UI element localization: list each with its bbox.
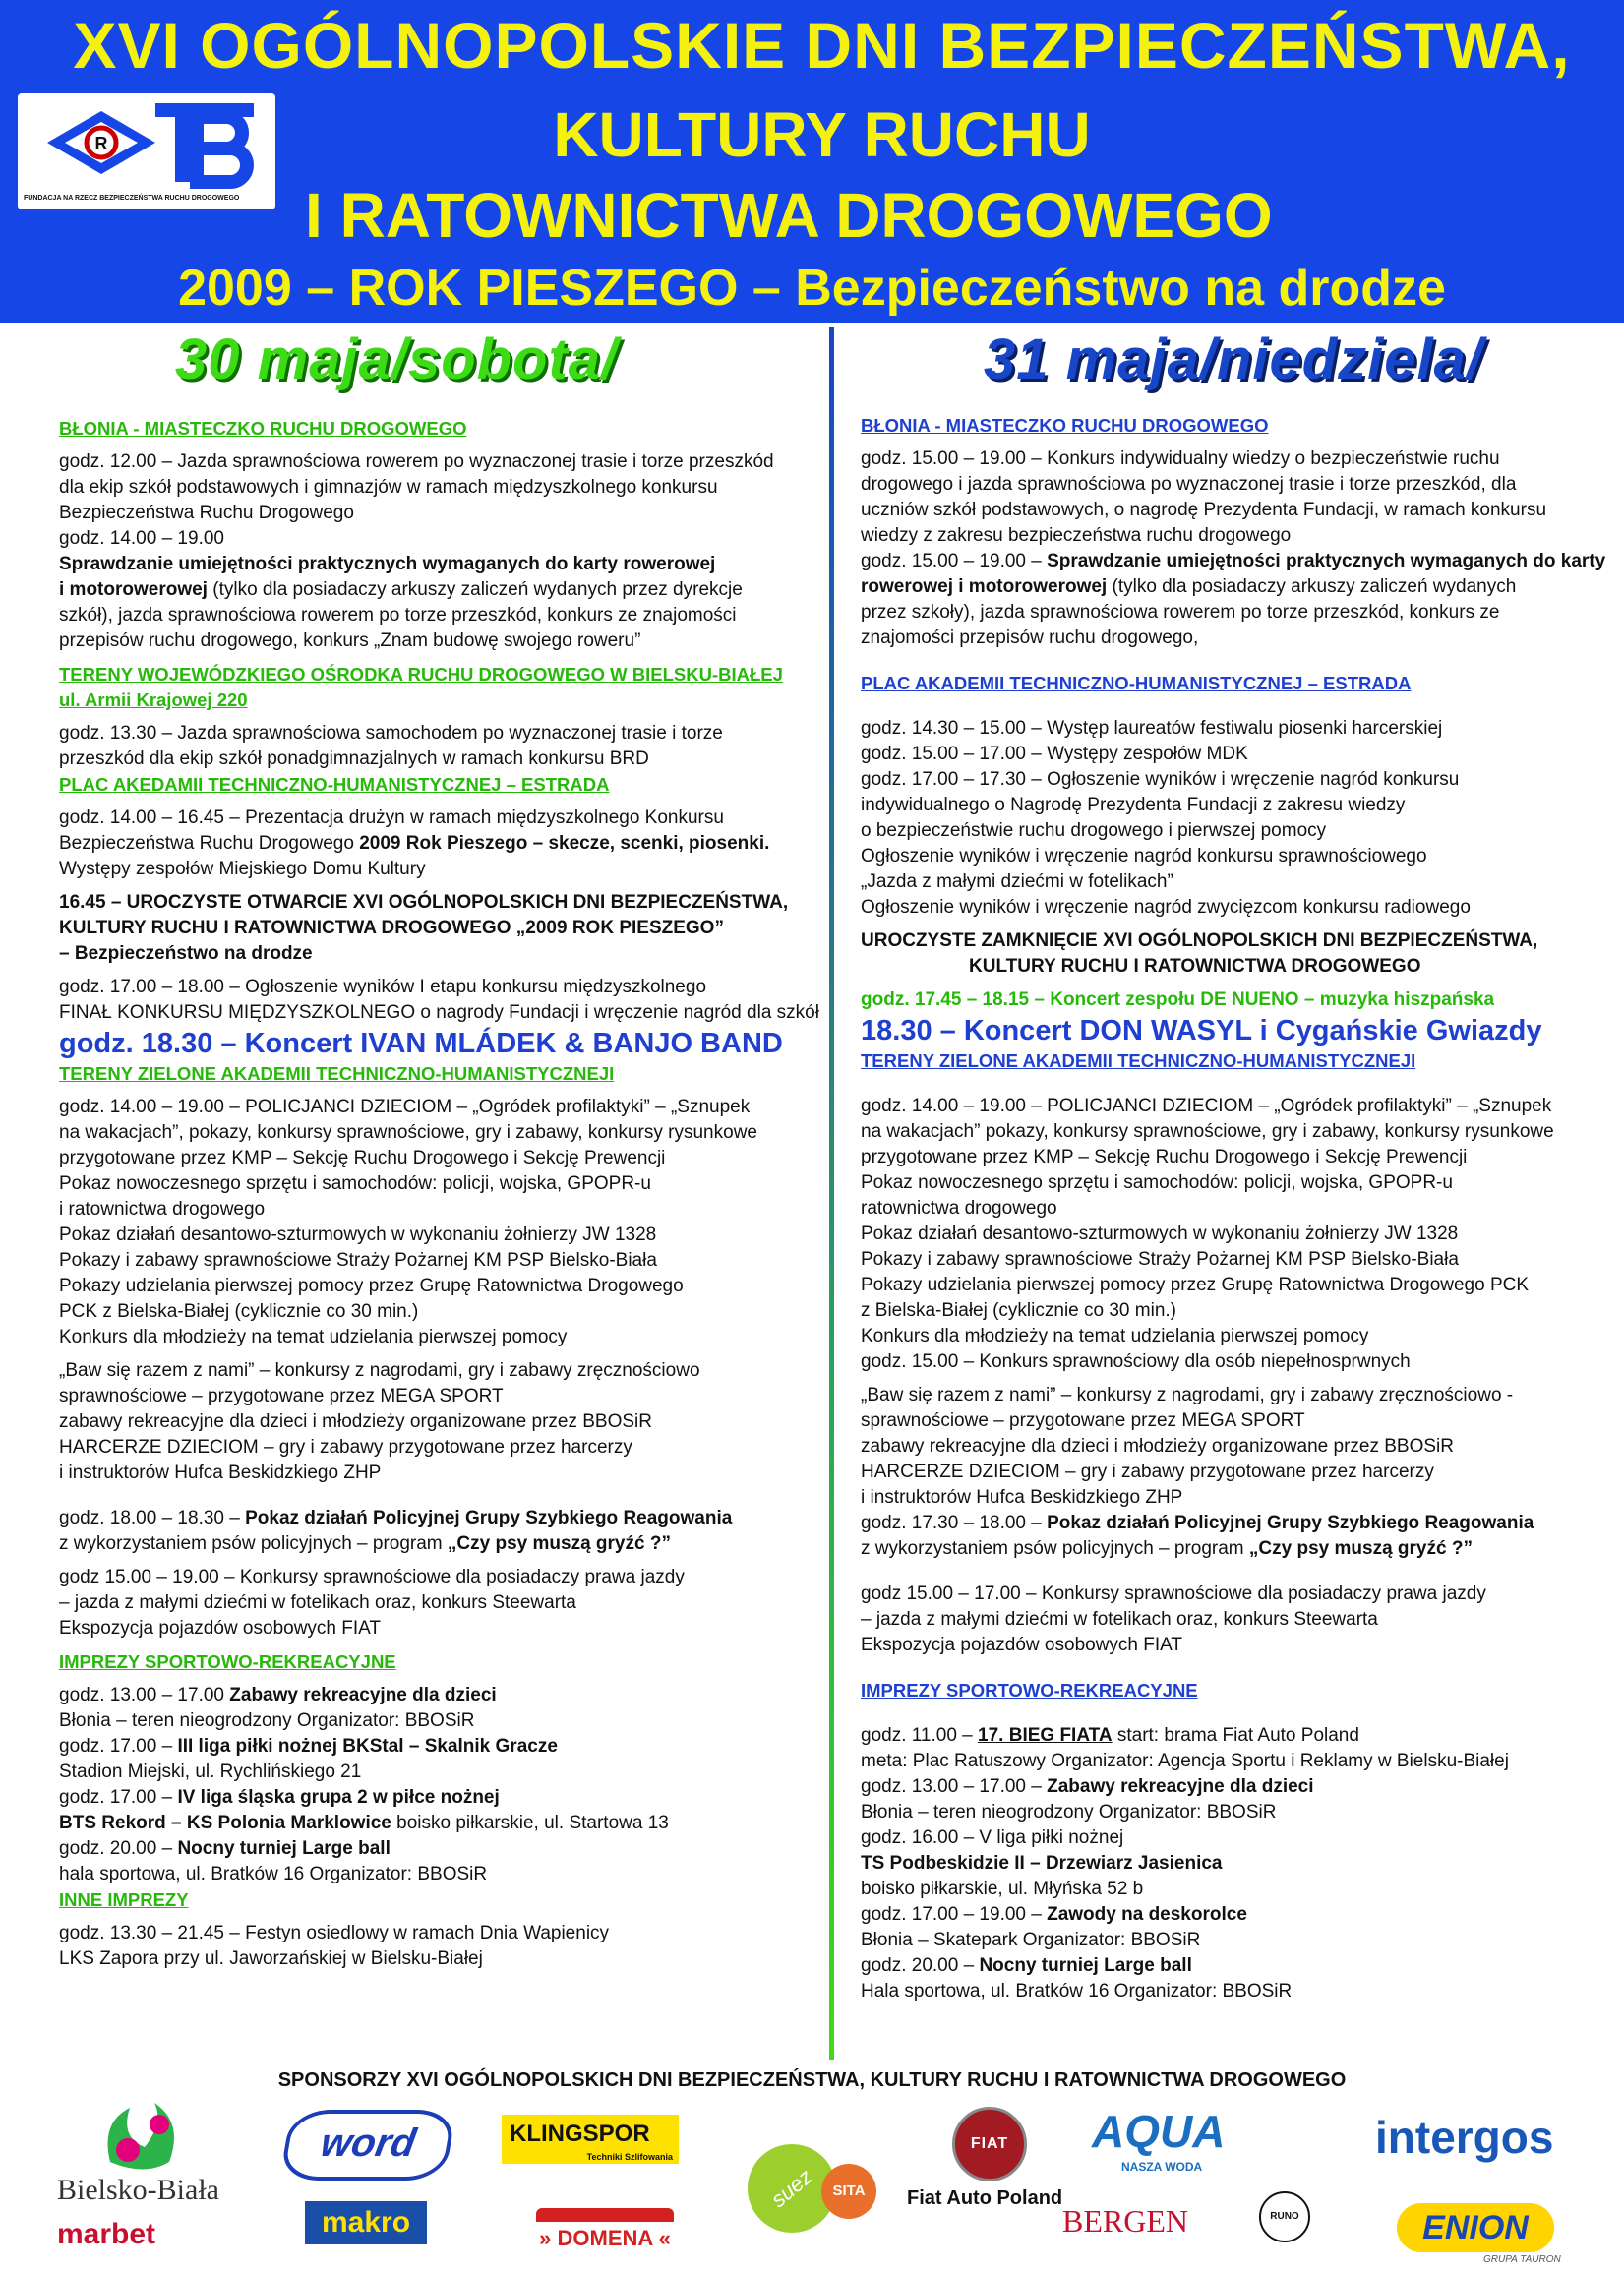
bold-text: Sprawdzanie umiejętności praktycznych wymaganych do karty [1047,551,1606,571]
fiat-name: Fiat Auto Poland [907,2187,1063,2209]
text: start: brama Fiat Auto Poland [1112,1725,1359,1746]
program-line [861,574,1608,600]
runo-text: RUNO [1270,2211,1299,2222]
section-title: IMPREZY SPORTOWO-REKREACYJNE [861,1680,1198,1701]
sponsors-title: SPONSORZY XVI OGÓLNOPOLSKICH DNI BEZPIECZEŃSTWA, KULTURY RUCHU I RATOWNICTWA DROGOWEGO [277,2069,1347,2091]
concert-highlight: 18.30 – Koncert DON WASYL i Cygańskie Gwiazdy [861,1015,1542,1046]
closing-line: KULTURY RUCHU I RATOWNICTWA DROGOWEGO [969,956,1421,977]
program-line: indywidualnego o Nagrodę Prezydenta Fundacji z zakresu wiedzy [861,795,1406,815]
section-title: TERENY ZIELONE AKADEMII TECHNICZNO-HUMANISTYCZNEJI [59,1063,615,1084]
program-line: „Baw się razem z nami” – konkursy z nagrodami, gry i zabawy zręcznościowo - [861,1385,1514,1405]
program-line: uczniów szkół podstawowych, o nagrodę Prezydenta Fundacji, w ramach konkursu [861,500,1547,520]
klingspor-sub: Techniki Szlifowania [586,2152,673,2162]
program-line [861,1953,1608,1979]
program-line: FINAŁ KONKURSU MIĘDZYSZKOLNEGO o nagrody Fundacji i wręczenie nagród dla szkół [59,1002,819,1023]
program-line: Pokaz działań desantowo-szturmowych w wykonaniu żołnierzy JW 1328 [59,1225,657,1245]
program-line: godz 15.00 – 17.00 – Konkursy sprawnościowe dla posiadaczy prawa jazdy [861,1584,1486,1604]
concert-line: godz. 17.45 – 18.15 – Koncert zespołu DE NUENO – muzyka hiszpańska [861,989,1495,1010]
sita-text: SITA [832,2182,866,2199]
program-line: Ekspozycja pojazdów osobowych FIAT [861,1635,1183,1655]
title-line-3: I RATOWNICTWA DROGOWEGO [305,180,1273,251]
program-line: drogowego i jazda sprawnościowa po wyznaczonej trasie i torze przeszkód, dla [861,474,1517,495]
program-line: i instruktorów Hufca Beskidzkiego ZHP [861,1487,1183,1508]
text: (tylko dla posiadaczy arkuszy zaliczeń wydanych [1107,576,1517,597]
program-line: przepisów ruchu drogowego, konkurs „Znam budowę swojego roweru” [59,630,641,651]
opening-line: KULTURY RUCHU I RATOWNICTWA DROGOWEGO „2009 ROK PIESZEGO” [59,918,724,938]
program-line: Występy zespołów Miejskiego Domu Kultury [59,859,426,879]
program-line: „Jazda z małymi dziećmi w fotelikach” [861,871,1173,892]
bold-text: 2009 Rok Pieszego – skecze, scenki, piosenki. [359,833,770,854]
program-line: TS Podbeskidzie II – Drzewiarz Jasienica [861,1853,1223,1874]
program-line: HARCERZE DZIECIOM – gry i zabawy przygotowane przez harcerzy [861,1462,1434,1482]
section-title: TERENY ZIELONE AKADEMII TECHNICZNO-HUMANISTYCZNEJI [861,1050,1416,1071]
marbet-logo: marbet [57,2218,156,2250]
bold-text: „Czy psy muszą gryźć ?” [447,1533,671,1554]
text: godz. 13.00 – 17.00 – [861,1776,1048,1797]
program-line: godz. 13.30 – Jazda sprawnościowa samochodem po wyznaczonej trasie i torze [59,723,723,744]
program-line [59,1531,826,1557]
program-line: zabawy rekreacyjne dla dzieci i młodzieży organizowane przez BBOSiR [59,1411,652,1432]
text: godz. 13.00 – 17.00 [59,1685,230,1705]
program-line: godz. 15.00 – 17.00 – Występy zespołów MDK [861,744,1248,764]
program-line: zabawy rekreacyjne dla dzieci i młodzieży organizowane przez BBOSiR [861,1436,1454,1457]
program-line: z Bielska-Białej (cyklicznie co 30 min.) [861,1300,1176,1321]
section-title: BŁONIA - MIASTECZKO RUCHU DROGOWEGO [861,415,1269,436]
program-line: dla ekip szkół podstawowych i gimnazjów w ramach międzyszkolnego konkursu [59,477,718,498]
program-line: godz. 14.00 – 16.45 – Prezentacja drużyn w ramach międzyszkolnego Konkursu [59,807,724,828]
program-line [59,1811,826,1836]
program-line: hala sportowa, ul. Bratków 16 Organizator: BBOSiR [59,1864,488,1884]
section-title: PLAC AKADEMII TECHNICZNO-HUMANISTYCZNEJ – ESTRADA [861,673,1412,693]
text: godz. 18.00 – 18.30 – [59,1508,246,1528]
program-line [59,1683,826,1708]
text: godz. 20.00 – [861,1955,980,1976]
program-line: Stadion Miejski, ul. Rychlińskiego 21 [59,1762,362,1782]
program-line [861,1902,1608,1928]
makro-text: makro [321,2206,411,2239]
title-line-1: XVI OGÓLNOPOLSKIE DNI BEZPIECZEŃSTWA, [73,9,1571,82]
program-line: Konkurs dla młodzieży na temat udzielania pierwszej pomocy [861,1326,1369,1346]
program-line: ratownictwa drogowego [861,1198,1057,1219]
program-line: i instruktorów Hufca Beskidzkiego ZHP [59,1463,382,1483]
program-line: Pokazy udzielania pierwszej pomocy przez Grupę Ratownictwa Drogowego [59,1276,684,1296]
text: godz. 17.00 – [59,1736,178,1757]
bold-text: III liga piłki nożnej BKStal – Skalnik Gracze [177,1736,558,1757]
bielsko-biala-text: Bielsko-Biała [57,2174,219,2206]
domena-text: » DOMENA « [539,2226,671,2250]
program-line [59,1785,826,1811]
aqua-logo: AQUA [1092,2106,1226,2157]
program-line: godz. 13.30 – 21.45 – Festyn osiedlowy w ramach Dnia Wapienicy [59,1923,610,1943]
subtitle: 2009 – ROK PIESZEGO – Bezpieczeństwo na drodze [178,260,1446,317]
column-divider [829,327,834,2060]
klingspor-logo [502,2115,679,2164]
program-line: godz 15.00 – 19.00 – Konkursy sprawnościowe dla posiadaczy prawa jazdy [59,1567,685,1587]
text: boisko piłkarskie, ul. Startowa 13 [391,1813,669,1833]
text: Bezpieczeństwa Ruchu Drogowego [59,833,360,854]
program-line: Hala sportowa, ul. Bratków 16 Organizator: BBOSiR [861,1981,1293,2002]
section-title: TERENY WOJEWÓDZKIEGO OŚRODKA RUCHU DROGOWEGO W BIELSKU-BIAŁEJ [59,664,783,685]
program-line: Ogłoszenie wyników i wręczenie nagród konkursu sprawnościowego [861,846,1427,867]
bielsko-biala-emblem-icon [90,2093,199,2181]
sunday-program [861,413,1608,2004]
bold-text: Nocny turniej Large ball [177,1838,391,1859]
program-line [59,1734,826,1760]
bold-text: Nocny turniej Large ball [979,1955,1192,1976]
text: godz. 17.30 – 18.00 – [861,1513,1048,1533]
makro-logo [305,2201,427,2244]
bold-text: Zawody na deskorolce [1047,1904,1247,1925]
program-line: godz. 14.30 – 15.00 – Występ laureatów festiwalu piosenki harcerskiej [861,718,1443,739]
word-logo [279,2110,457,2181]
program-line: przeszkód dla ekip szkół ponadgimnazjalnych w ramach konkursu BRD [59,748,649,769]
concert-highlight: godz. 18.30 – Koncert IVAN MLÁDEK & BANJO BAND [59,1028,783,1059]
program-line [59,1836,826,1862]
text: z wykorzystaniem psów policyjnych – program [59,1533,448,1554]
title-line-2: KULTURY RUCHU [553,99,1091,170]
program-line: Sprawdzanie umiejętności praktycznych wymaganych do karty rowerowej [59,554,716,574]
opening-line: 16.45 – UROCZYSTE OTWARCIE XVI OGÓLNOPOLSKICH DNI BEZPIECZEŃSTWA, [59,892,789,913]
program-line: Pokaz nowoczesnego sprzętu i samochodów: policji, wojska, GPOPR-u [59,1173,651,1194]
enion-sub: GRUPA TAURON [1483,2254,1561,2265]
program-line: Błonia – teren nieogrodzony Organizator: BBOSiR [59,1710,475,1731]
program-line: o bezpieczeństwie ruchu drogowego i pierwszej pomocy [861,820,1327,841]
bold-text: i motorowerowej [59,579,208,600]
program-line: godz. 16.00 – V liga piłki nożnej [861,1827,1124,1848]
foundation-logo [18,93,275,209]
program-line: Pokaz nowoczesnego sprzętu i samochodów: policji, wojska, GPOPR-u [861,1172,1453,1193]
text: (tylko dla posiadaczy arkuszy zaliczeń wydanych przez dyrekcje [207,579,743,600]
bold-text: Zabawy rekreacyjne dla dzieci [1047,1776,1314,1797]
header-banner [0,0,1624,323]
foundation-logo-icon [18,93,275,192]
text: godz. 20.00 – [59,1838,178,1859]
program-line: godz. 17.00 – 18.00 – Ogłoszenie wyników I etapu konkursu międzyszkolnego [59,977,707,997]
domena-logo [536,2208,674,2271]
program-line: – jazda z małymi dziećmi w fotelikach oraz, konkurs Steewarta [861,1609,1378,1630]
program-line: Pokaz działań desantowo-szturmowych w wykonaniu żołnierzy JW 1328 [861,1224,1459,1244]
bold-text: IV liga śląska grupa 2 w piłce nożnej [177,1787,500,1808]
program-line: Pokazy i zabawy sprawnościowe Straży Pożarnej KM PSP Bielsko-Biała [59,1250,657,1271]
saturday-program [59,416,826,1972]
program-line: przygotowane przez KMP – Sekcję Ruchu Drogowego i Sekcję Prewencji [59,1148,666,1168]
program-line: godz. 15.00 – 19.00 – Konkurs indywidualny wiedzy o bezpieczeństwie ruchu [861,448,1500,469]
program-line: Konkurs dla młodzieży na temat udzielania pierwszej pomocy [59,1327,568,1347]
svg-text:R: R [94,134,108,153]
word-logo-text: word [317,2122,419,2165]
program-line: Bezpieczeństwa Ruchu Drogowego [59,503,354,523]
text: godz. 17.00 – [59,1787,178,1808]
aqua-sub: NASZA WODA [1121,2160,1203,2174]
program-line: godz. 17.00 – 17.30 – Ogłoszenie wyników i wręczenie nagród konkursu [861,769,1460,790]
program-line: LKS Zapora przy ul. Jaworzańskiej w Bielsku-Białej [59,1948,483,1969]
text: godz. 17.00 – 19.00 – [861,1904,1048,1925]
bold-text: rowerowej i motorowerowej [861,576,1108,597]
enion-text: ENION [1422,2209,1529,2246]
program-line: meta: Plac Ratuszowy Organizator: Agencja Sportu i Reklamy w Bielsku-Białej [861,1751,1509,1771]
runo-logo [1259,2191,1310,2242]
program-line: sprawnościowe – przygotowane przez MEGA SPORT [861,1410,1305,1431]
program-line: godz. 12.00 – Jazda sprawnościowa rowerem po wyznaczonej trasie i torze przeszkód [59,451,774,472]
program-line: HARCERZE DZIECIOM – gry i zabawy przygotowane przez harcerzy [59,1437,632,1458]
text: godz. 15.00 – 19.00 – [861,551,1048,571]
program-line: przez szkoły), jazda sprawnościowa rowerem po torze przeszkód, konkurs ze [861,602,1500,623]
fiat-text: FIAT [970,2135,1009,2152]
program-line: „Baw się razem z nami” – konkursy z nagrodami, gry i zabawy zręcznościowo [59,1360,700,1381]
program-line [59,577,826,603]
intergos-logo: intergos [1375,2112,1554,2163]
bold-text: 17. BIEG FIATA [978,1725,1113,1746]
program-line: godz. 14.00 – 19.00 – POLICJANCI DZIECIOM – „Ogródek profilaktyki” – „Sznupek [59,1097,751,1117]
program-line: Błonia – teren nieogrodzony Organizator: BBOSiR [861,1802,1277,1823]
program-line: godz. 14.00 – 19.00 – POLICJANCI DZIECIOM – „Ogródek profilaktyki” – „Sznupek [861,1096,1552,1116]
program-line: sprawnościowe – przygotowane przez MEGA SPORT [59,1386,504,1406]
section-title: PLAC AKEDAMII TECHNICZNO-HUMANISTYCZNEJ – ESTRADA [59,774,610,795]
logo-caption: FUNDACJA NA RZECZ BEZPIECZEŃSTWA RUCHU DROGOWEGO [24,195,240,202]
program-line [861,1774,1608,1800]
fiat-logo [952,2107,1027,2181]
section-title: IMPREZY SPORTOWO-REKREACYJNE [59,1651,396,1672]
day-saturday-heading: 30 maja/sobota/ [175,328,619,391]
program-line: Błonia – Skatepark Organizator: BBOSiR [861,1930,1201,1950]
bielsko-biala-logo [90,2093,199,2186]
bold-text: BTS Rekord – KS Polonia Marklowice [59,1813,391,1833]
klingspor-text: KLINGSPOR [510,2121,650,2147]
program-line: Pokazy i zabawy sprawnościowe Straży Pożarnej KM PSP Bielsko-Biała [861,1249,1459,1270]
bold-text: Zabawy rekreacyjne dla dzieci [229,1685,497,1705]
program-line: na wakacjach” pokazy, konkursy sprawnościowe, gry i zabawy, konkursy rysunkowe [861,1121,1554,1142]
bold-text: Pokaz działań Policyjnej Grupy Szybkiego Reagowania [1047,1513,1534,1533]
program-line: godz. 15.00 – Konkurs sprawnościowy dla osób niepełnosprwnych [861,1351,1411,1372]
program-line: wiedzy z zakresu bezpieczeństwa ruchu drogowego [861,525,1292,546]
day-sunday-heading: 31 maja/niedziela/ [984,328,1484,391]
program-line [861,1536,1608,1562]
enion-logo [1397,2203,1554,2252]
closing-line: UROCZYSTE ZAMKNIĘCIE XVI OGÓLNOPOLSKICH DNI BEZPIECZEŃSTWA, [861,930,1538,951]
program-line: PCK z Bielska-Białej (cyklicznie co 30 min.) [59,1301,419,1322]
program-line: godz. 14.00 – 19.00 [59,528,224,549]
program-line: na wakacjach”, pokazy, konkursy sprawnościowe, gry i zabawy, konkursy rysunkowe [59,1122,757,1143]
sita-logo [821,2164,876,2219]
text: godz. 11.00 – [861,1725,979,1746]
program-line: – jazda z małymi dziećmi w fotelikach oraz, konkurs Steewarta [59,1592,576,1613]
program-line [59,831,826,857]
bold-text: Pokaz działań Policyjnej Grupy Szybkiego Reagowania [245,1508,733,1528]
program-line: Ogłoszenie wyników i wręczenie nagród zwycięzcom konkursu radiowego [861,897,1471,918]
bold-text: „Czy psy muszą gryźć ?” [1248,1538,1473,1559]
program-line [861,549,1608,574]
section-title: INNE IMPREZY [59,1889,189,1910]
program-line: Ekspozycja pojazdów osobowych FIAT [59,1618,382,1639]
program-line [59,1506,826,1531]
program-line: szkół), jazda sprawnościowa rowerem po torze przeszkód, konkurs ze znajomości [59,605,737,626]
program-line: i ratownictwa drogowego [59,1199,266,1220]
section-title: ul. Armii Krajowej 220 [59,689,248,710]
program-line: przygotowane przez KMP – Sekcję Ruchu Drogowego i Sekcję Prewencji [861,1147,1468,1167]
program-line [861,1511,1608,1536]
program-line: Pokazy udzielania pierwszej pomocy przez Grupę Ratownictwa Drogowego PCK [861,1275,1530,1295]
text: z wykorzystaniem psów policyjnych – program [861,1538,1249,1559]
program-line [861,1723,1608,1749]
program-line: znajomości przepisów ruchu drogowego, [861,628,1199,648]
suez-text: suez [765,2164,817,2213]
section-title: BŁONIA - MIASTECZKO RUCHU DROGOWEGO [59,418,467,439]
bergen-logo: BERGEN [1062,2203,1188,2239]
program-line: boisko piłkarskie, ul. Młyńska 52 b [861,1879,1144,1899]
opening-line: – Bezpieczeństwo na drodze [59,943,313,964]
